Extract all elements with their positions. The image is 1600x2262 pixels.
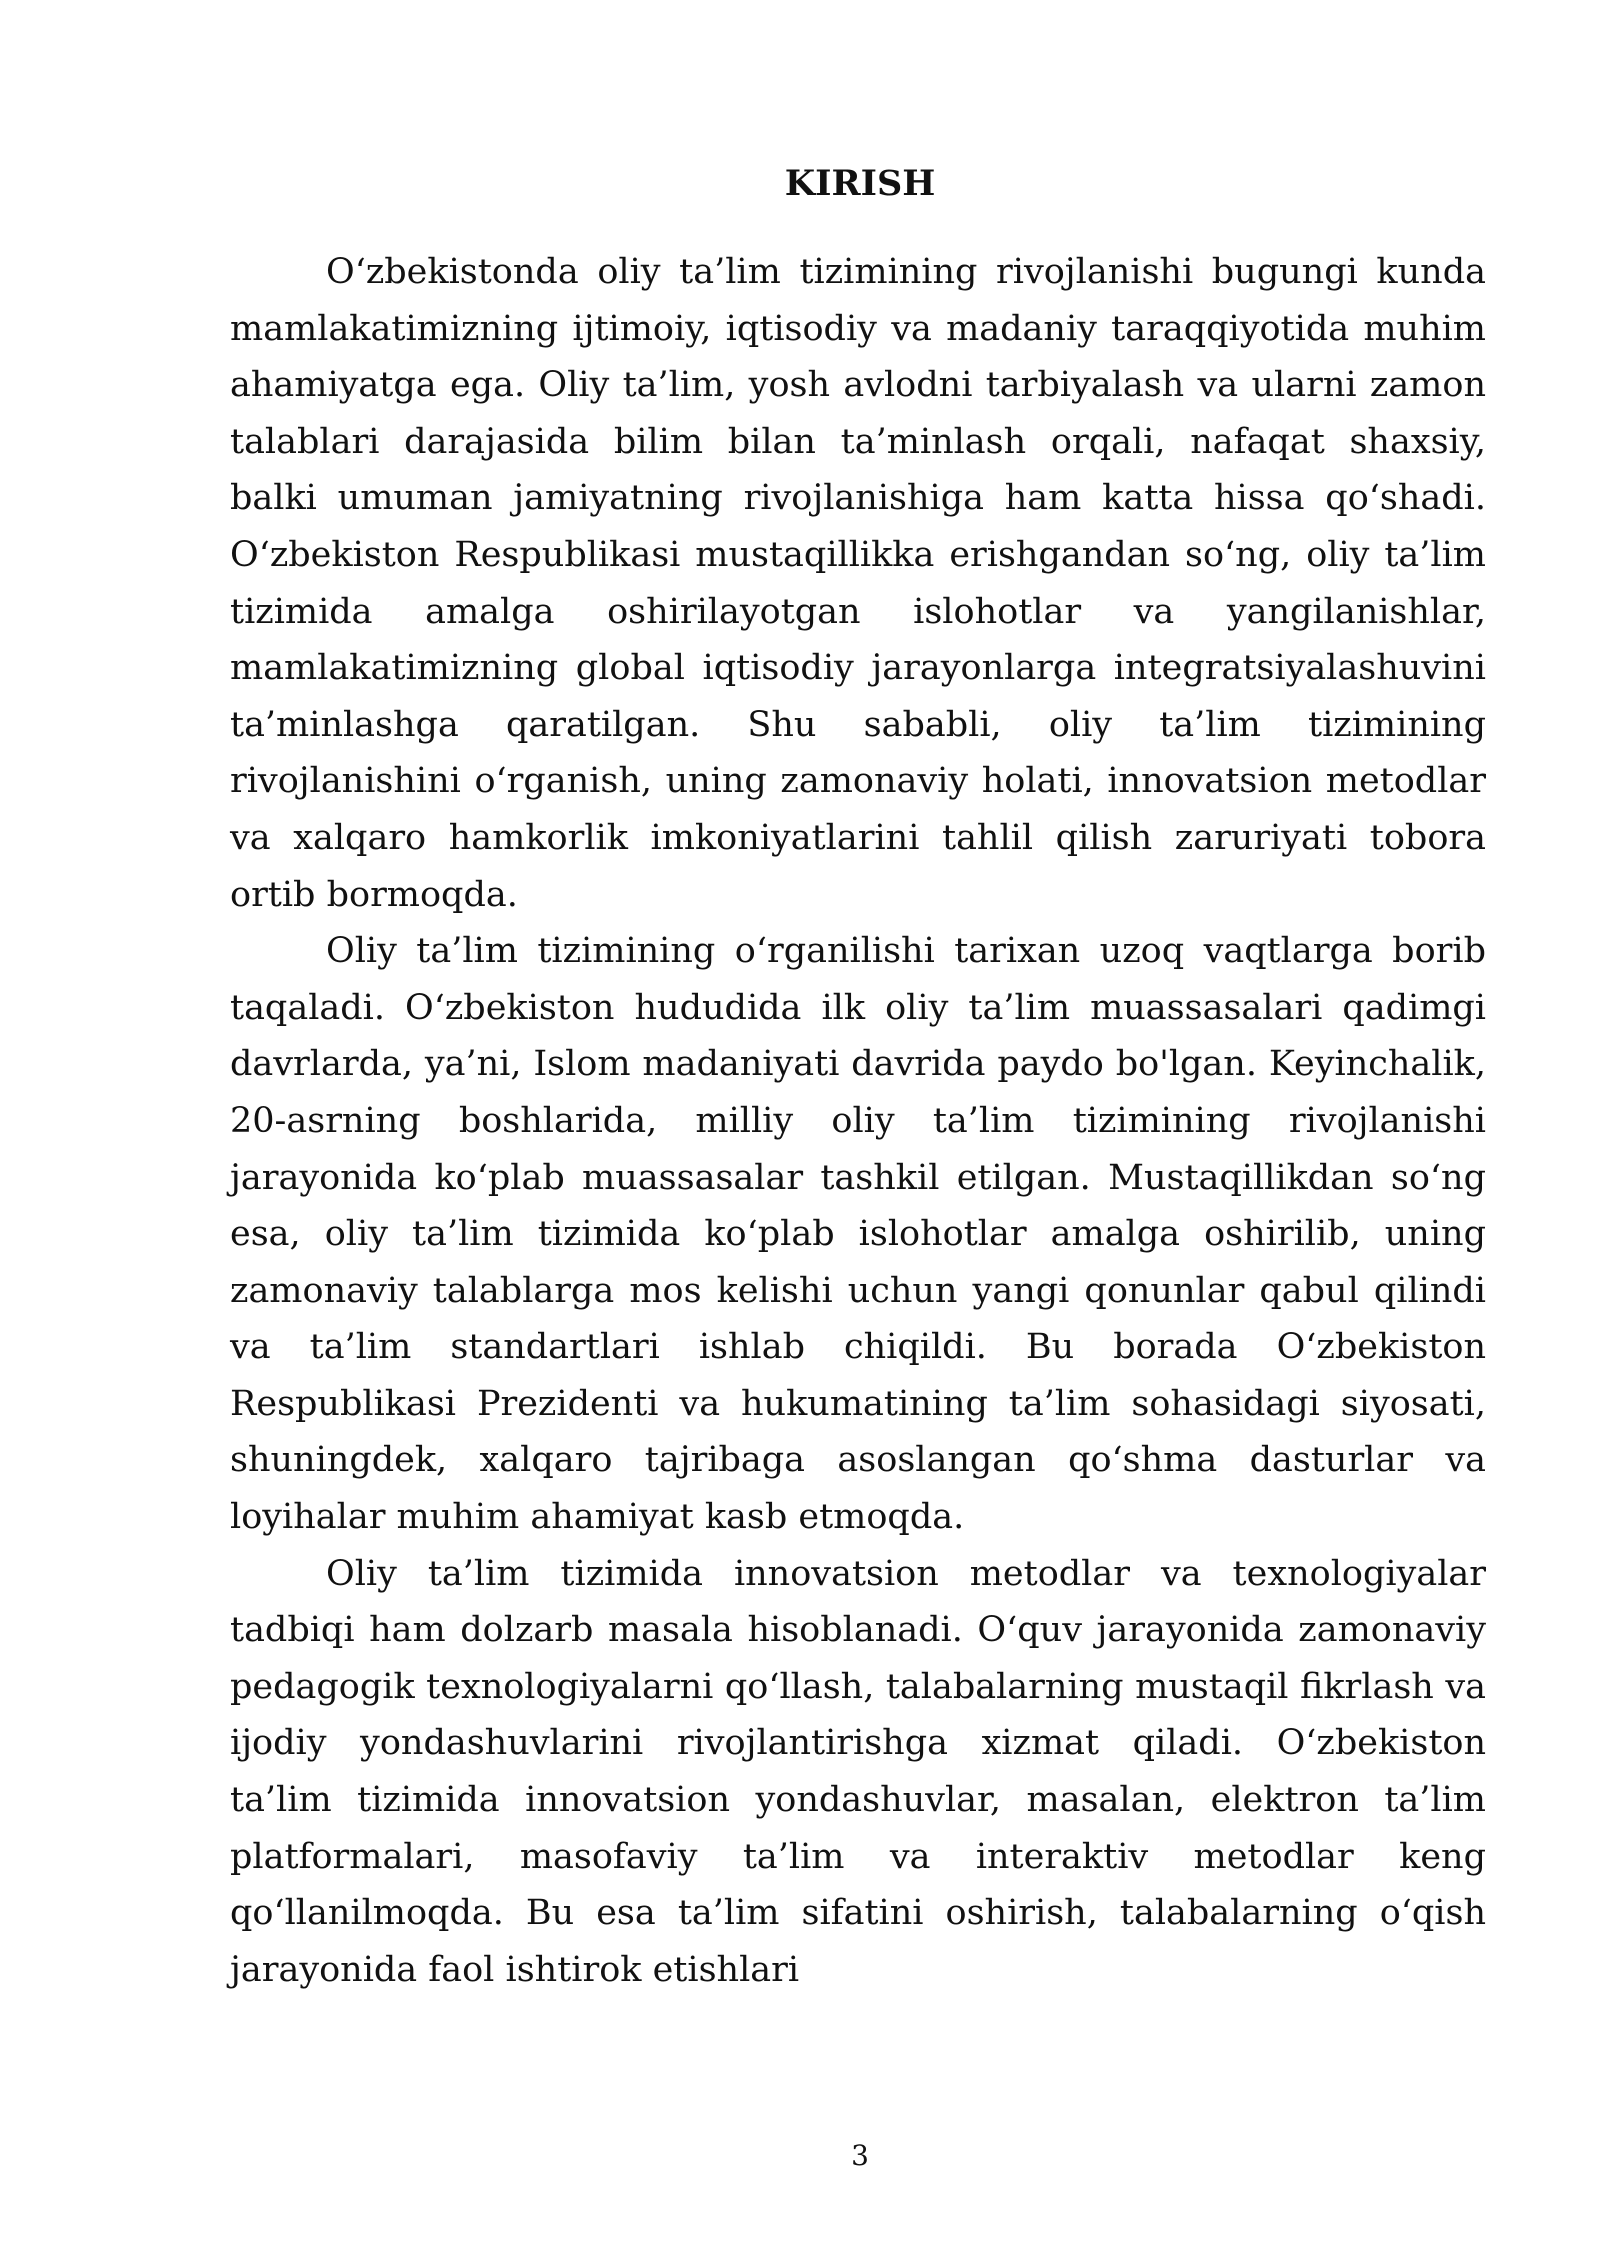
page-number: 3 — [851, 2139, 869, 2172]
paragraph-1: O‘zbekistonda oliy ta’lim tizimining rivojlanishi bugungi kunda mamlakatimizning ijtimoiy, iqtisodiy va madaniy taraqqiyotida muhim ahamiyatga ega. Oliy ta’lim, yosh avlodni tarbiyalash va ularni zamon talablari darajasida bilim bilan ta’minlash orqali, nafaqat shaxsiy, balki umuman jamiyatning rivojlanishiga ham katta hissa qo‘shadi. O‘zbekiston Respublikasi mustaqillikka erishgandan so‘ng, oliy ta’lim tizimida amalga oshirilayotgan islohotlar va yangilanishlar, mamlakatimizning global iqtisodiy jarayonlarga integratsiyalashuvini ta’minlashga qaratilgan. Shu sababli, oliy ta’lim tizimining rivojlanishini o‘rganish, uning zamonaviy holati, innovatsion metodlar va xalqaro hamkorlik imkoniyatlarini tahlil qilish zaruriyati tobora ortib bormoqda. — [230, 252, 1486, 915]
section-heading: KIRISH — [784, 163, 936, 204]
body-text — [230, 244, 1486, 1998]
paragraph-2: Oliy ta’lim tizimining o‘rganilishi tarixan uzoq vaqtlarga borib taqaladi. O‘zbekiston hududida ilk oliy ta’lim muassasalari qadimgi davrlarda, ya’ni, Islom madaniyati davrida paydo bo'lgan. Keyinchalik, 20-asrning boshlarida, milliy oliy ta’lim tizimining rivojlanishi jarayonida ko‘plab muassasalar tashkil etilgan. Mustaqillikdan so‘ng esa, oliy ta’lim tizimida ko‘plab islohotlar amalga oshirilib, uning zamonaviy talablarga mos kelishi uchun yangi qonunlar qabul qilindi va ta’lim standartlari ishlab chiqildi. Bu borada O‘zbekiston Respublikasi Prezidenti va hukumatining ta’lim sohasidagi siyosati, shuningdek, xalqaro tajribaga asoslangan qo‘shma dasturlar va loyihalar muhim ahamiyat kasb etmoqda. — [230, 931, 1486, 1538]
paragraph-3: Oliy ta’lim tizimida innovatsion metodlar va texnologiyalar tadbiqi ham dolzarb masala hisoblanadi. O‘quv jarayonida zamonaviy pedagogik texnologiyalarni qo‘llash, talabalarning mustaqil fikrlash va ijodiy yondashuvlarini rivojlantirishga xizmat qiladi. O‘zbekiston ta’lim tizimida innovatsion yondashuvlar, masalan, elektron ta’lim platformalari, masofaviy ta’lim va interaktiv metodlar keng qo‘llanilmoqda. Bu esa ta’lim sifatini oshirish, talabalarning o‘qish jarayonida faol ishtirok etishlari — [230, 1553, 1486, 1990]
